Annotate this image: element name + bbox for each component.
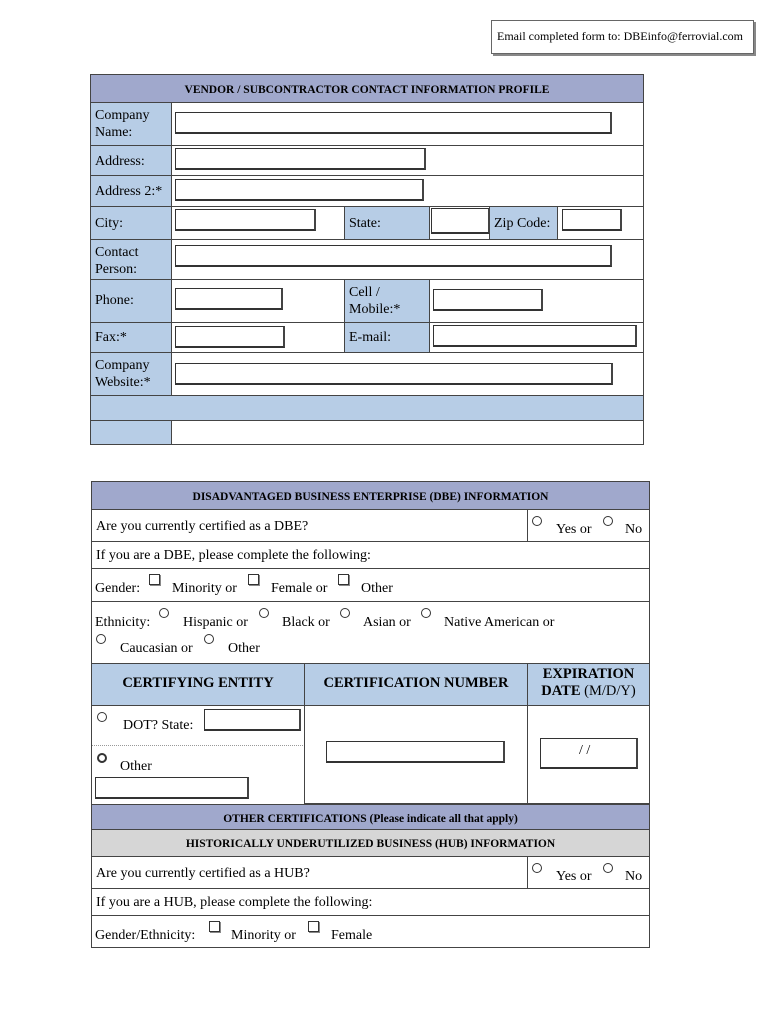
vendor-section-title: VENDOR / SUBCONTRACTOR CONTACT INFORMATION PROFILE bbox=[91, 75, 644, 103]
ethnicity-native-american-radio[interactable] bbox=[421, 608, 431, 618]
email-input[interactable] bbox=[433, 325, 637, 347]
blank-band bbox=[91, 396, 644, 421]
entity-other-radio[interactable] bbox=[97, 753, 107, 763]
hub-minority-label: Minority or bbox=[231, 928, 296, 943]
dbe-no-label: No bbox=[625, 522, 643, 537]
address-input[interactable] bbox=[175, 148, 426, 170]
cell-input[interactable] bbox=[433, 289, 543, 311]
expiration-date-value: / / bbox=[579, 743, 591, 758]
phone-label: Phone: bbox=[91, 280, 172, 323]
gender-minority-checkbox[interactable] bbox=[149, 574, 160, 585]
col-certification-number: CERTIFICATION NUMBER bbox=[305, 664, 528, 706]
certification-number-input[interactable] bbox=[326, 741, 505, 763]
col-expiration-date bbox=[528, 664, 650, 706]
dbe-instruction: If you are a DBE, please complete the following: bbox=[92, 542, 650, 569]
ethnicity-hispanic-radio[interactable] bbox=[159, 608, 169, 618]
ethnicity-asian-radio[interactable] bbox=[340, 608, 350, 618]
entity-dot-label: DOT? State: bbox=[123, 718, 194, 733]
dbe-section-title: DISADVANTAGED BUSINESS ENTERPRISE (DBE) INFORMATION bbox=[92, 482, 650, 510]
website-input[interactable] bbox=[175, 363, 613, 385]
dbe-no-radio[interactable] bbox=[603, 516, 613, 526]
ethnicity-other-label: Other bbox=[228, 641, 260, 656]
ethnicity-caucasian-label: Caucasian or bbox=[120, 641, 193, 656]
zip-label: Zip Code: bbox=[490, 207, 558, 240]
phone-input[interactable] bbox=[175, 288, 283, 310]
col-certifying-entity: CERTIFYING ENTITY bbox=[92, 664, 305, 706]
hub-no-label: No bbox=[625, 869, 643, 884]
city-input[interactable] bbox=[175, 209, 316, 231]
state-input[interactable] bbox=[431, 208, 490, 234]
dbe-yes-label: Yes or bbox=[556, 522, 592, 537]
hub-yes-radio[interactable] bbox=[532, 863, 542, 873]
ethnicity-hispanic-label: Hispanic or bbox=[183, 615, 248, 630]
gender-label: Gender: bbox=[95, 581, 141, 596]
address2-input[interactable] bbox=[175, 179, 424, 201]
dot-state-input[interactable] bbox=[204, 709, 301, 731]
company-name-input[interactable] bbox=[175, 112, 612, 134]
hub-female-checkbox[interactable] bbox=[308, 921, 319, 932]
entity-other-input[interactable] bbox=[95, 777, 249, 799]
ethnicity-caucasian-radio[interactable] bbox=[96, 634, 106, 644]
address2-label: Address 2:* bbox=[91, 176, 172, 207]
city-label: City: bbox=[91, 207, 172, 240]
fax-input[interactable] bbox=[175, 326, 285, 348]
hub-female-label: Female bbox=[331, 928, 373, 943]
hub-instruction: If you are a HUB, please complete the following: bbox=[92, 889, 650, 916]
gender-other-label: Other bbox=[361, 581, 393, 596]
expiration-date-input[interactable] bbox=[540, 738, 638, 769]
dbe-question: Are you currently certified as a DBE? bbox=[92, 510, 528, 542]
entity-other-label: Other bbox=[120, 759, 152, 774]
ethnicity-native-american-label: Native American or bbox=[444, 615, 555, 630]
dbe-yes-radio[interactable] bbox=[532, 516, 542, 526]
address-label: Address: bbox=[91, 146, 172, 176]
gender-female-label: Female or bbox=[271, 581, 328, 596]
email-instruction: Email completed form to: DBEinfo@ferrovial.com bbox=[491, 20, 754, 54]
website-label: Company Website:* bbox=[91, 353, 172, 396]
ethnicity-other-radio[interactable] bbox=[204, 634, 214, 644]
contact-person-input[interactable] bbox=[175, 245, 612, 267]
email-label: E-mail: bbox=[345, 323, 430, 353]
ethnicity-label: Ethnicity: bbox=[95, 615, 151, 630]
ethnicity-black-radio[interactable] bbox=[259, 608, 269, 618]
blank-label bbox=[91, 421, 172, 445]
ethnicity-asian-label: Asian or bbox=[363, 615, 411, 630]
other-certifications-title: OTHER CERTIFICATIONS (Please indicate all that apply) bbox=[92, 804, 650, 830]
hub-no-radio[interactable] bbox=[603, 863, 613, 873]
hub-minority-checkbox[interactable] bbox=[209, 921, 220, 932]
hub-question: Are you currently certified as a HUB? bbox=[92, 857, 528, 889]
company-name-label: Company Name: bbox=[91, 103, 172, 146]
expiration-date-heading: EXPIRATION DATE bbox=[541, 666, 635, 699]
entity-divider bbox=[92, 745, 303, 746]
contact-person-label: Contact Person: bbox=[91, 240, 172, 280]
gender-other-checkbox[interactable] bbox=[338, 574, 349, 585]
cell-label: Cell / Mobile:* bbox=[345, 280, 430, 323]
ethnicity-black-label: Black or bbox=[282, 615, 330, 630]
entity-dot-radio[interactable] bbox=[97, 712, 107, 722]
zip-input[interactable] bbox=[562, 209, 622, 231]
blank-cell bbox=[172, 421, 644, 445]
hub-gender-label: Gender/Ethnicity: bbox=[95, 928, 196, 943]
hub-section-title: HISTORICALLY UNDERUTILIZED BUSINESS (HUB) INFORMATION bbox=[92, 830, 650, 857]
gender-female-checkbox[interactable] bbox=[248, 574, 259, 585]
hub-yes-label: Yes or bbox=[556, 869, 592, 884]
fax-label: Fax:* bbox=[91, 323, 172, 353]
expiration-date-format: (M/D/Y) bbox=[584, 683, 636, 699]
state-label: State: bbox=[345, 207, 430, 240]
gender-minority-label: Minority or bbox=[172, 581, 237, 596]
